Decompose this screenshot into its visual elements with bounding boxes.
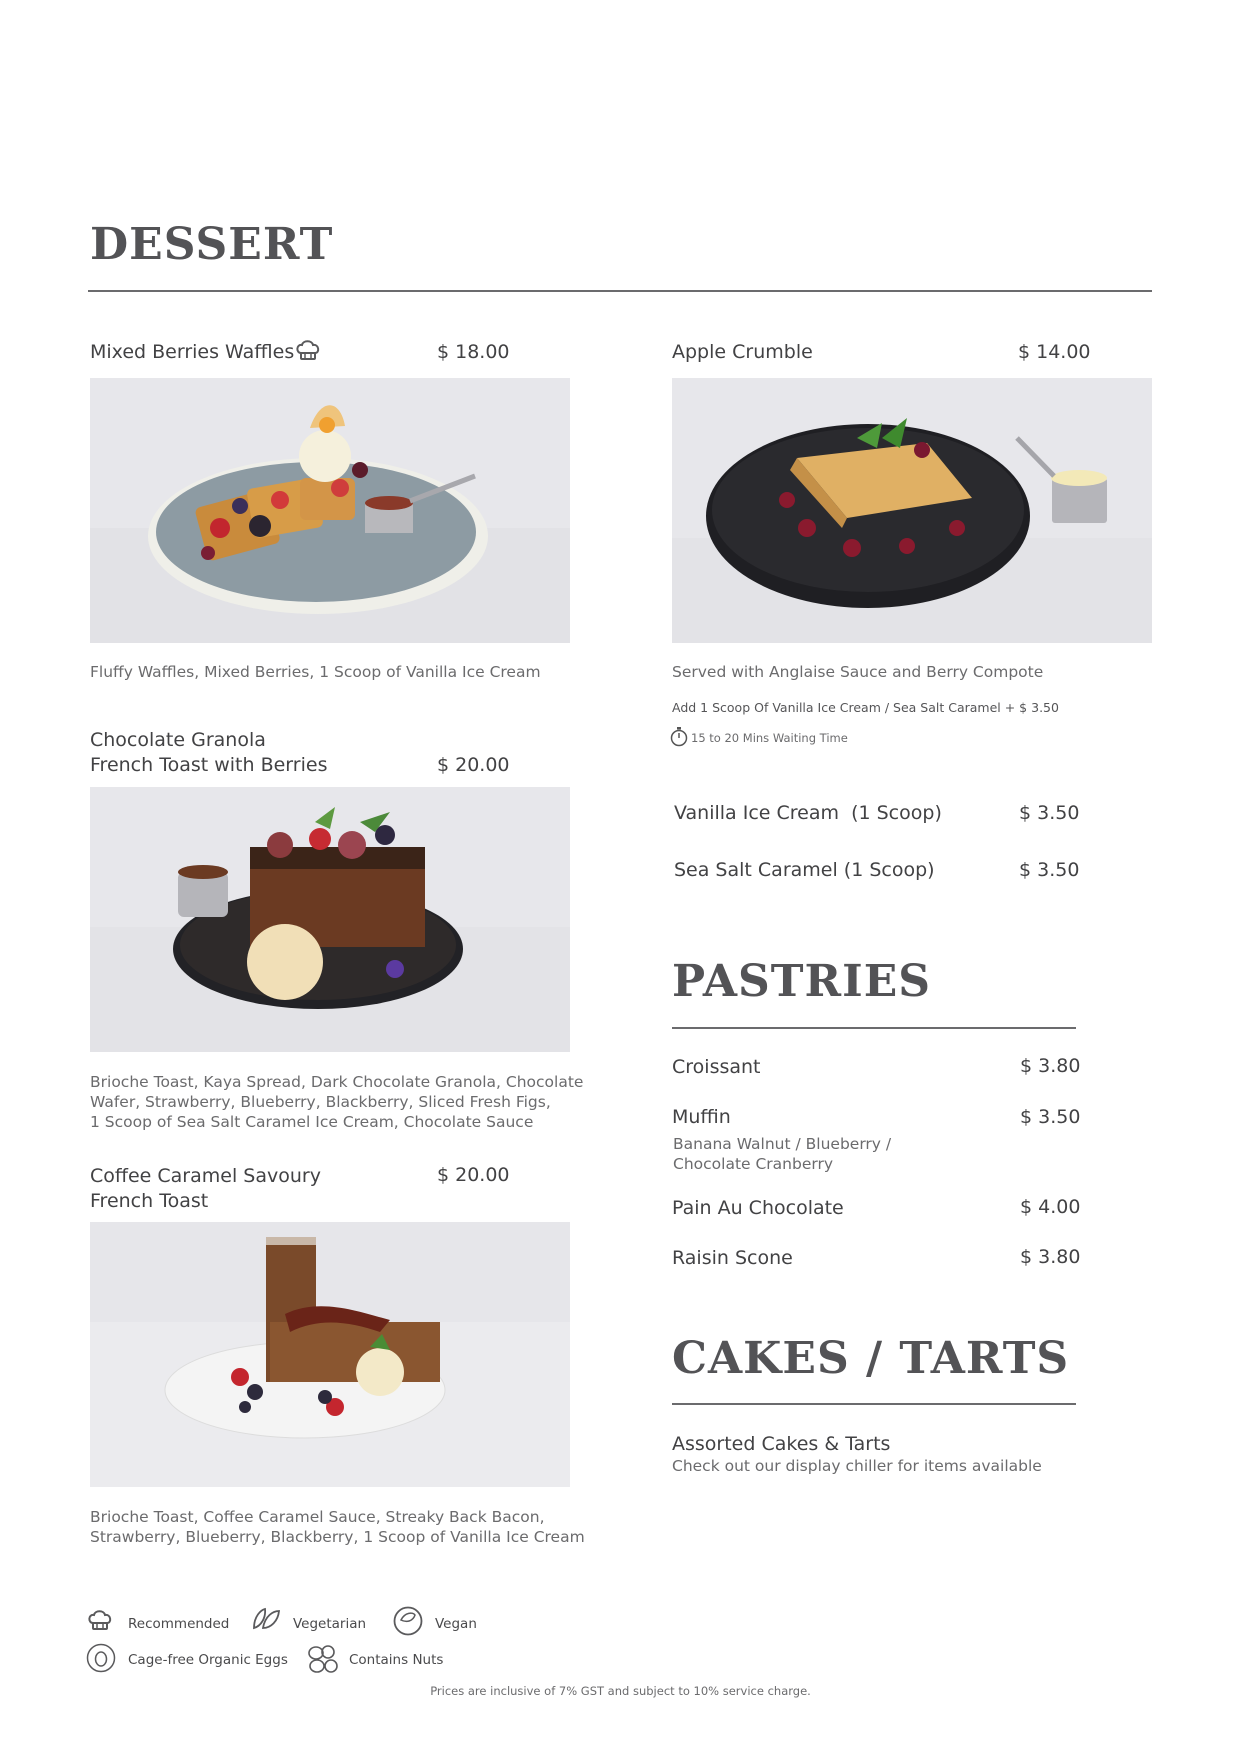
apple-crumble-photo xyxy=(672,378,1152,643)
apple-crumble-name: Apple Crumble xyxy=(672,341,813,363)
french-toast-name-line2: French Toast with Berries xyxy=(90,754,328,776)
cakes-rule xyxy=(672,1403,1076,1405)
scoop-caramel-price: $ 3.50 xyxy=(1019,859,1080,881)
savoury-toast-name-line2: French Toast xyxy=(90,1190,209,1212)
pastry-raisin-scone-price: $ 3.80 xyxy=(1020,1246,1081,1268)
waffles-photo xyxy=(90,378,570,643)
cakes-title: CAKES / TARTS xyxy=(672,1333,1070,1384)
french-toast-description-line1: Brioche Toast, Kaya Spread, Dark Chocolate Granola, Chocolate xyxy=(90,1073,584,1091)
waffles-price: $ 18.00 xyxy=(437,341,510,363)
savoury-toast-price: $ 20.00 xyxy=(437,1164,510,1186)
vegan-badge-icon xyxy=(393,1606,423,1640)
pastry-muffin-price: $ 3.50 xyxy=(1020,1106,1081,1128)
waffles-description: Fluffy Waffles, Mixed Berries, 1 Scoop of Vanilla Ice Cream xyxy=(90,663,541,681)
assorted-cakes-desc: Check out our display chiller for items available xyxy=(672,1457,1042,1475)
pastry-raisin-scone-name: Raisin Scone xyxy=(672,1247,793,1269)
savoury-toast-name-line1: Coffee Caramel Savoury xyxy=(90,1165,321,1187)
scoop-vanilla-name: Vanilla Ice Cream (1 Scoop) xyxy=(674,802,942,824)
apple-crumble-description: Served with Anglaise Sauce and Berry Compote xyxy=(672,663,1044,681)
dessert-rule xyxy=(88,290,1152,292)
stopwatch-icon xyxy=(670,727,688,751)
french-toast-photo xyxy=(90,787,570,1052)
savoury-toast-photo xyxy=(90,1222,570,1487)
pastry-pain-au-chocolate-price: $ 4.00 xyxy=(1020,1196,1081,1218)
pastry-croissant-name: Croissant xyxy=(672,1056,761,1078)
leaf-icon xyxy=(251,1606,281,1636)
recommended-chef-hat-icon xyxy=(295,339,321,367)
dessert-title: DESSERT xyxy=(90,219,334,270)
pastry-muffin-desc-line2: Chocolate Cranberry xyxy=(673,1155,834,1173)
assorted-cakes-name: Assorted Cakes & Tarts xyxy=(672,1433,891,1455)
waiting-time-text: 15 to 20 Mins Waiting Time xyxy=(691,731,848,745)
legend-recommended-label: Recommended xyxy=(128,1616,230,1632)
apple-crumble-addon-note: Add 1 Scoop Of Vanilla Ice Cream / Sea Salt Caramel + $ 3.50 xyxy=(672,700,1059,715)
organic-egg-icon xyxy=(86,1643,116,1677)
french-toast-name-line1: Chocolate Granola xyxy=(90,729,266,751)
footer-note: Prices are inclusive of 7% GST and subject to 10% service charge. xyxy=(430,1684,811,1698)
pastry-muffin-name: Muffin xyxy=(672,1106,731,1128)
scoop-vanilla-price: $ 3.50 xyxy=(1019,802,1080,824)
pastry-croissant-price: $ 3.80 xyxy=(1020,1055,1081,1077)
pastry-pain-au-chocolate-name: Pain Au Chocolate xyxy=(672,1197,844,1219)
french-toast-description-line2: Wafer, Strawberry, Blueberry, Blackberry, Sliced Fresh Figs, xyxy=(90,1093,551,1111)
waffles-name: Mixed Berries Waffles xyxy=(90,341,295,363)
legend-eggs-label: Cage-free Organic Eggs xyxy=(128,1652,288,1668)
legend-nuts-label: Contains Nuts xyxy=(349,1652,444,1668)
french-toast-description-line3: 1 Scoop of Sea Salt Caramel Ice Cream, Chocolate Sauce xyxy=(90,1113,534,1131)
french-toast-price: $ 20.00 xyxy=(437,754,510,776)
savoury-toast-description-line1: Brioche Toast, Coffee Caramel Sauce, Streaky Back Bacon, xyxy=(90,1508,545,1526)
nuts-icon xyxy=(306,1643,340,1679)
legend-vegetarian-label: Vegetarian xyxy=(293,1616,367,1632)
chef-hat-icon xyxy=(87,1609,113,1637)
scoop-caramel-name: Sea Salt Caramel (1 Scoop) xyxy=(674,859,935,881)
pastry-muffin-desc-line1: Banana Walnut / Blueberry / xyxy=(673,1135,892,1153)
apple-crumble-price: $ 14.00 xyxy=(1018,341,1091,363)
savoury-toast-description-line2: Strawberry, Blueberry, Blackberry, 1 Scoop of Vanilla Ice Cream xyxy=(90,1528,585,1546)
pastries-title: PASTRIES xyxy=(672,956,932,1007)
pastries-rule xyxy=(672,1027,1076,1029)
legend-vegan-label: Vegan xyxy=(435,1616,477,1632)
